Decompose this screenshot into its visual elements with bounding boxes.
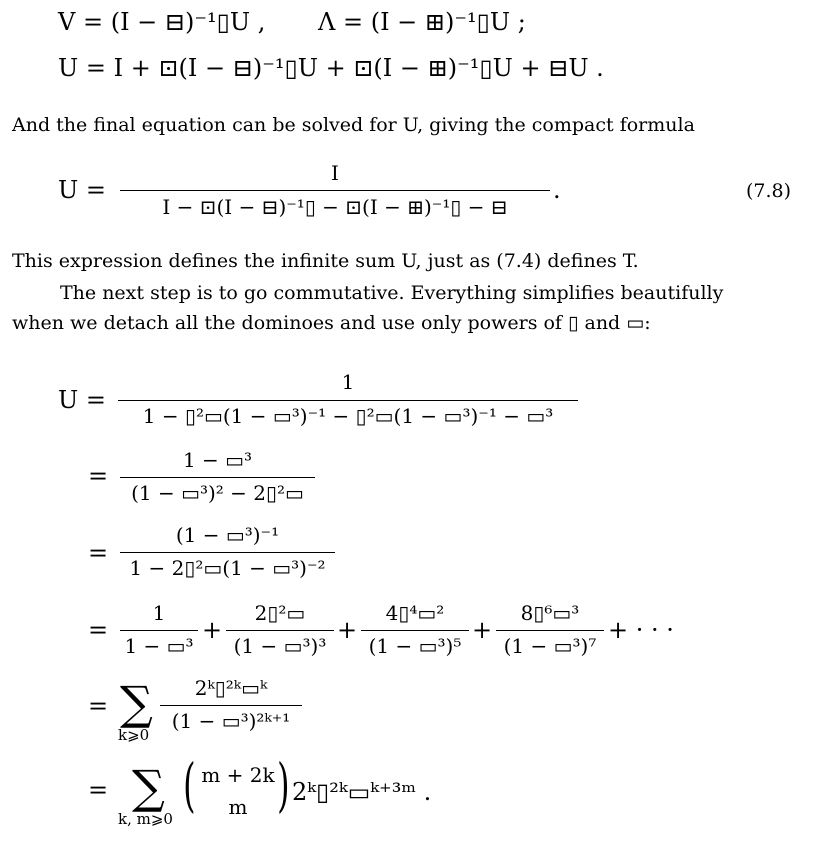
equation-u: U = I + ⊡(I − ⊟)⁻¹▯U + ⊡(I − ⊞)⁻¹▯U + ⊟U . xyxy=(58,54,604,82)
plus-sign: + xyxy=(337,616,358,644)
series-term-1 xyxy=(120,599,198,658)
eq78-lhs: U = xyxy=(58,176,106,204)
plus-sign: + xyxy=(202,616,223,644)
step3-numerator: (1 − ▭³)⁻¹ xyxy=(175,523,280,547)
fraction-bar xyxy=(120,190,550,191)
sum-subscript: k⩾0 xyxy=(118,726,150,744)
plus-sign: + xyxy=(472,616,493,644)
sum-symbol: ∑ xyxy=(132,760,165,814)
binomial-top: m + 2k xyxy=(201,763,275,787)
paragraph-solve: And the final equation can be solved for U, giving the compact formula xyxy=(12,114,695,136)
derivation-step2-fraction xyxy=(120,446,315,505)
paragraph-commutative-line2: when we detach all the dominoes and use only powers of ▯ and ▭: xyxy=(12,312,651,334)
term4-denominator: (1 − ▭³)⁷ xyxy=(503,634,597,658)
step5-numerator: 2ᵏ▯²ᵏ▭ᵏ xyxy=(194,676,268,700)
term1-numerator: 1 xyxy=(152,601,166,625)
eq78-fraction xyxy=(120,160,550,219)
derivation-step5-fraction xyxy=(160,674,302,733)
equation-number: (7.8) xyxy=(746,180,792,202)
series-term-3 xyxy=(361,599,469,658)
term1-denominator: 1 − ▭³ xyxy=(124,634,194,658)
derivation-step1-fraction xyxy=(118,368,578,428)
step2-denominator: (1 − ▭³)² − 2▯²▭ xyxy=(131,481,304,505)
step6-tail: 2ᵏ▯²ᵏ▭ᵏ⁺³ᵐ . xyxy=(292,778,432,806)
equation-lambda: Λ = (I − ⊞)⁻¹▯U ; xyxy=(318,8,526,36)
equals-sign: = xyxy=(88,692,109,720)
series-term-2 xyxy=(226,599,334,658)
step1-denominator: 1 − ▯²▭(1 − ▭³)⁻¹ − ▯²▭(1 − ▭³)⁻¹ − ▭³ xyxy=(142,404,554,428)
step5-denominator: (1 − ▭³)²ᵏ⁺¹ xyxy=(171,709,291,733)
equals-sign: = xyxy=(88,616,109,644)
equation-v: V = (I − ⊟)⁻¹▯U , xyxy=(58,8,266,36)
series-term-4 xyxy=(496,599,604,658)
derivation-lhs: U = xyxy=(58,386,106,414)
binomial-right-paren: ) xyxy=(277,751,290,819)
equals-sign: = xyxy=(88,539,109,567)
term4-numerator: 8▯⁶▭³ xyxy=(520,601,580,625)
sum-symbol: ∑ xyxy=(120,676,153,730)
term3-numerator: 4▯⁴▭² xyxy=(385,601,445,625)
sum-subscript: k, m⩾0 xyxy=(118,810,173,828)
paragraph-commutative-line1: The next step is to go commutative. Everything simplifies beautifully xyxy=(60,282,724,304)
step3-denominator: 1 − 2▯²▭(1 − ▭³)⁻² xyxy=(129,556,326,580)
step2-numerator: 1 − ▭³ xyxy=(182,448,253,472)
eq78-denominator: I − ⊡(I − ⊟)⁻¹▯ − ⊡(I − ⊞)⁻¹▯ − ⊟ xyxy=(162,195,508,219)
eq78-period: . xyxy=(553,176,561,204)
equals-sign: = xyxy=(88,462,109,490)
derivation-step3-fraction xyxy=(120,521,335,580)
eq78-numerator: I xyxy=(331,161,339,185)
term3-denominator: (1 − ▭³)⁵ xyxy=(368,634,462,658)
ellipsis: + · · · xyxy=(608,616,674,644)
binomial-coefficient xyxy=(196,762,280,820)
term2-numerator: 2▯²▭ xyxy=(254,601,306,625)
binomial-bottom: m xyxy=(228,795,248,819)
term2-denominator: (1 − ▭³)³ xyxy=(233,634,327,658)
step1-numerator: 1 xyxy=(341,370,355,394)
paragraph-expression: This expression defines the infinite sum U, just as (7.4) defines T. xyxy=(12,250,639,272)
equals-sign: = xyxy=(88,776,109,804)
binomial-left-paren: ( xyxy=(183,751,196,819)
